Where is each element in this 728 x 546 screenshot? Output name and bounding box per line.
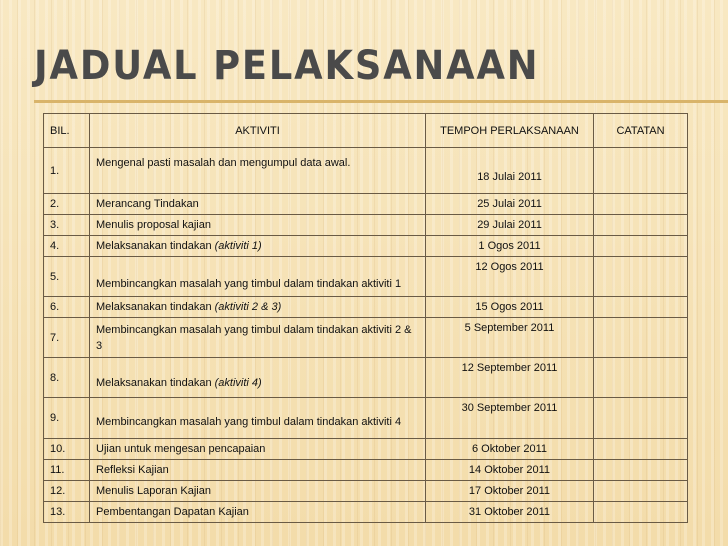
schedule-table [43, 113, 688, 523]
cell-bil: 12. [44, 481, 90, 502]
cell-tempoh: 31 Oktober 2011 [426, 502, 594, 523]
cell-aktiviti: Melaksanakan tindakan (aktiviti 2 & 3) [90, 297, 426, 318]
table-row [44, 398, 688, 439]
cell-tempoh: 25 Julai 2011 [426, 194, 594, 215]
cell-aktiviti: Membincangkan masalah yang timbul dalam tindakan aktiviti 4 [90, 398, 426, 439]
cell-catatan [594, 148, 688, 194]
cell-tempoh: 6 Oktober 2011 [426, 439, 594, 460]
cell-aktiviti: Refleksi Kajian [90, 460, 426, 481]
cell-bil: 13. [44, 502, 90, 523]
cell-catatan [594, 318, 688, 358]
table-header-row [44, 114, 688, 148]
cell-catatan [594, 502, 688, 523]
cell-aktiviti: Membincangkan masalah yang timbul dalam tindakan aktiviti 2 & 3 [90, 318, 426, 358]
cell-aktiviti: Melaksanakan tindakan (aktiviti 1) [90, 236, 426, 257]
page-title: JADUAL PELAKSANAAN [34, 43, 540, 89]
cell-catatan [594, 215, 688, 236]
cell-catatan [594, 481, 688, 502]
cell-bil: 5. [44, 257, 90, 297]
table-row [44, 358, 688, 398]
cell-aktiviti: Menulis proposal kajian [90, 215, 426, 236]
table-row [44, 460, 688, 481]
cell-bil: 11. [44, 460, 90, 481]
table-row [44, 439, 688, 460]
cell-aktiviti: Pembentangan Dapatan Kajian [90, 502, 426, 523]
cell-aktiviti: Merancang Tindakan [90, 194, 426, 215]
table-row [44, 318, 688, 358]
cell-catatan [594, 194, 688, 215]
cell-catatan [594, 398, 688, 439]
cell-tempoh: 30 September 2011 [426, 398, 594, 439]
cell-aktiviti: Ujian untuk mengesan pencapaian [90, 439, 426, 460]
cell-catatan [594, 236, 688, 257]
table-row [44, 215, 688, 236]
cell-catatan [594, 460, 688, 481]
cell-tempoh: 17 Oktober 2011 [426, 481, 594, 502]
cell-bil: 10. [44, 439, 90, 460]
cell-bil: 8. [44, 358, 90, 398]
cell-tempoh: 15 Ogos 2011 [426, 297, 594, 318]
cell-tempoh: 5 September 2011 [426, 318, 594, 358]
cell-tempoh: 12 Ogos 2011 [426, 257, 594, 297]
cell-catatan [594, 358, 688, 398]
cell-bil: 2. [44, 194, 90, 215]
cell-tempoh: 12 September 2011 [426, 358, 594, 398]
table-row [44, 194, 688, 215]
cell-aktiviti: Membincangkan masalah yang timbul dalam tindakan aktiviti 1 [90, 257, 426, 297]
cell-aktiviti: Mengenal pasti masalah dan mengumpul data awal. [90, 148, 426, 194]
cell-tempoh: 29 Julai 2011 [426, 215, 594, 236]
header-aktiviti: AKTIVITI [90, 114, 426, 148]
table-row [44, 297, 688, 318]
table-row [44, 502, 688, 523]
cell-catatan [594, 297, 688, 318]
cell-aktiviti: Melaksanakan tindakan (aktiviti 4) [90, 358, 426, 398]
cell-tempoh: 14 Oktober 2011 [426, 460, 594, 481]
cell-tempoh: 18 Julai 2011 [426, 148, 594, 194]
cell-catatan [594, 439, 688, 460]
table-row [44, 481, 688, 502]
cell-bil: 7. [44, 318, 90, 358]
cell-bil: 4. [44, 236, 90, 257]
cell-bil: 6. [44, 297, 90, 318]
header-catatan: CATATAN [594, 114, 688, 148]
cell-catatan [594, 257, 688, 297]
cell-tempoh: 1 Ogos 2011 [426, 236, 594, 257]
cell-bil: 9. [44, 398, 90, 439]
table-row [44, 148, 688, 194]
cell-bil: 3. [44, 215, 90, 236]
table-row [44, 236, 688, 257]
cell-aktiviti: Menulis Laporan Kajian [90, 481, 426, 502]
title-underline [34, 100, 728, 103]
table-row [44, 257, 688, 297]
header-bil: BIL. [44, 114, 90, 148]
cell-bil: 1. [44, 148, 90, 194]
header-tempoh: TEMPOH PERLAKSANAAN [426, 114, 594, 148]
